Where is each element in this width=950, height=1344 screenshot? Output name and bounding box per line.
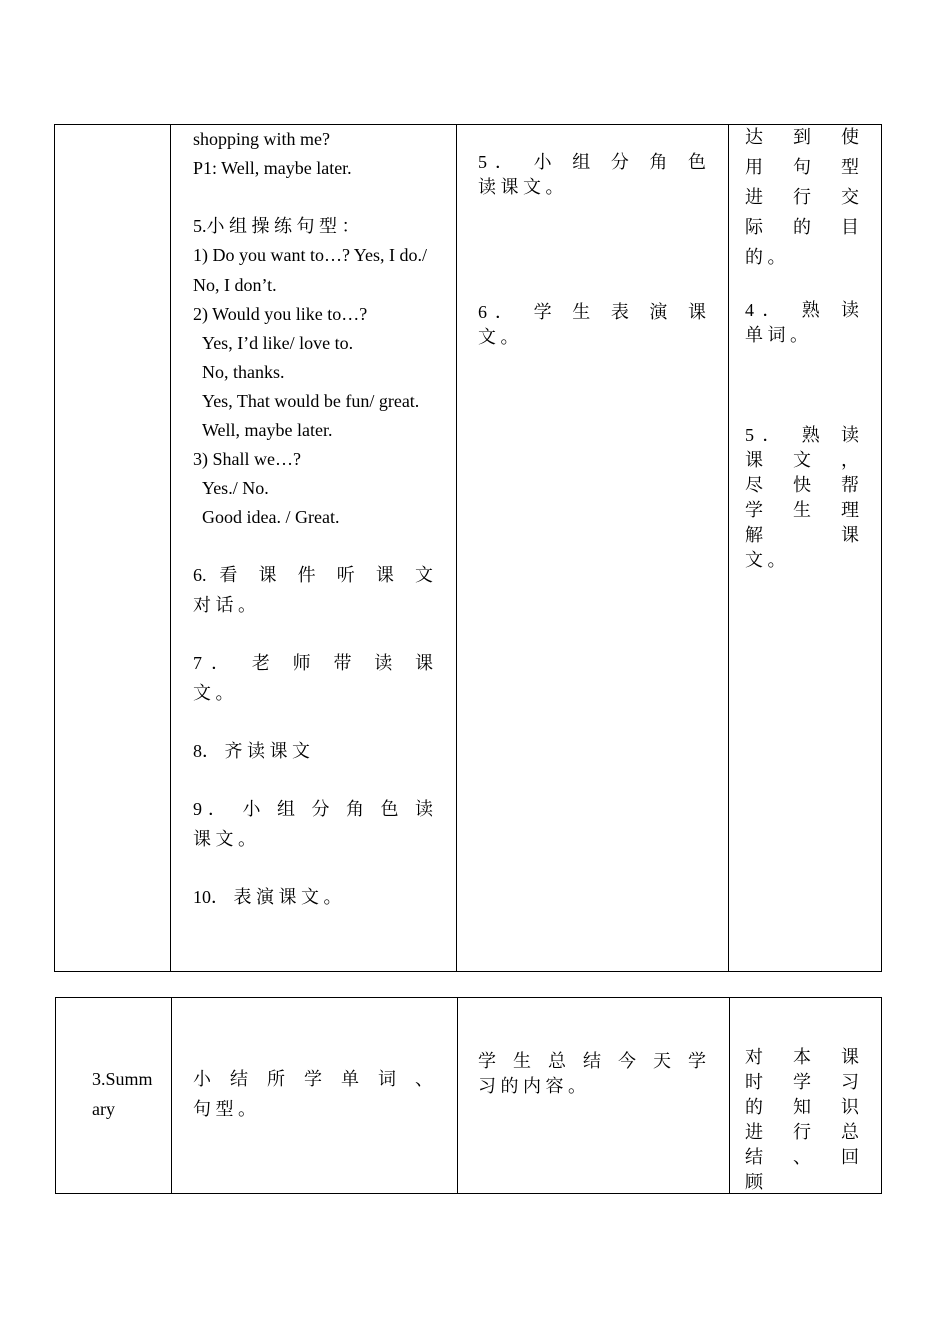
text-line: 进 行 交 — [745, 187, 859, 207]
purpose-cell — [730, 998, 882, 1193]
text-line: 课 文 。 — [193, 829, 256, 849]
text-line: Yes, That would be fun/ great. — [202, 391, 420, 411]
text-line: 4． 熟 读 — [745, 300, 859, 320]
text-line: 际 的 目 — [745, 217, 859, 237]
text-line: 对 本 课 — [745, 1047, 859, 1067]
step-cell — [56, 998, 171, 1193]
summary-table — [55, 997, 882, 1194]
text-line: 读 课 文 。 — [478, 177, 564, 197]
text-line: 的 知 识 — [745, 1097, 859, 1117]
text-line: 达 到 使 — [745, 127, 859, 147]
text-line: 结 、 回 — [745, 1147, 859, 1167]
text-line: 时 学 习 — [745, 1072, 859, 1092]
text-line: 进 行 总 — [745, 1122, 859, 1142]
text-line: Yes./ No. — [202, 478, 269, 498]
text-line: 文 。 — [478, 327, 519, 347]
text-line: 6. 看 课 件 听 课 文 — [193, 565, 433, 585]
text-line: 文 。 — [193, 683, 234, 703]
student-activity-cell — [458, 998, 729, 1193]
teacher-activity-cell — [171, 125, 456, 971]
text-line: 2) Would you like to…? — [193, 304, 368, 324]
text-line: 学 生 总 结 今 天 学 — [478, 1051, 706, 1071]
text-line: 用 句 型 — [745, 157, 859, 177]
text-line: 1) Do you want to…? Yes, I do./ — [193, 245, 427, 265]
text-line: 3) Shall we…? — [193, 449, 301, 469]
text-line: 5.小 组 操 练 句 型 ： — [193, 216, 360, 236]
text-line: 课 文 ， — [745, 450, 859, 470]
text-line: 解 课 — [745, 525, 859, 545]
text-line: 6． 学 生 表 演 课 — [478, 302, 706, 322]
text-line: Well, maybe later. — [202, 420, 333, 440]
text-line: 5． 小 组 分 角 色 — [478, 152, 706, 172]
text-line: 尽 快 帮 — [745, 475, 859, 495]
teacher-activity-cell — [172, 998, 457, 1193]
text-line: No, thanks. — [202, 362, 285, 382]
text-line: No, I don’t. — [193, 275, 277, 295]
text-line: 7． 老 师 带 读 课 — [193, 653, 433, 673]
text-line: P1: Well, maybe later. — [193, 158, 352, 178]
text-line: 对 话 。 — [193, 595, 256, 615]
text-line: shopping with me? — [193, 129, 330, 149]
text-line: 单 词 。 — [745, 325, 808, 345]
text-line: 的 。 — [745, 247, 786, 267]
step-cell — [55, 125, 170, 971]
student-activity-cell — [457, 125, 728, 971]
text-line: 小 结 所 学 单 词 、 — [193, 1069, 433, 1089]
text-line: 10． 表 演 课 文 。 — [193, 887, 342, 907]
text-line: 8． 齐 读 课 文 — [193, 741, 310, 761]
step-title: ary — [92, 1099, 115, 1119]
text-line: 5． 熟 读 — [745, 425, 859, 445]
text-line: 句 型 。 — [193, 1099, 256, 1119]
text-line: 9． 小 组 分 角 色 读 — [193, 799, 433, 819]
text-line: 文 。 — [745, 550, 786, 570]
text-line: 学 生 理 — [745, 500, 859, 520]
step-title: 3.Summ — [92, 1069, 153, 1089]
text-line: Good idea. / Great. — [202, 507, 340, 527]
purpose-cell — [729, 125, 881, 971]
text-line: 顾 — [745, 1172, 763, 1192]
text-line: 习 的 内 容 。 — [478, 1076, 586, 1096]
text-line: Yes, I’d like/ love to. — [202, 333, 354, 353]
lesson-table-continued — [54, 124, 882, 972]
